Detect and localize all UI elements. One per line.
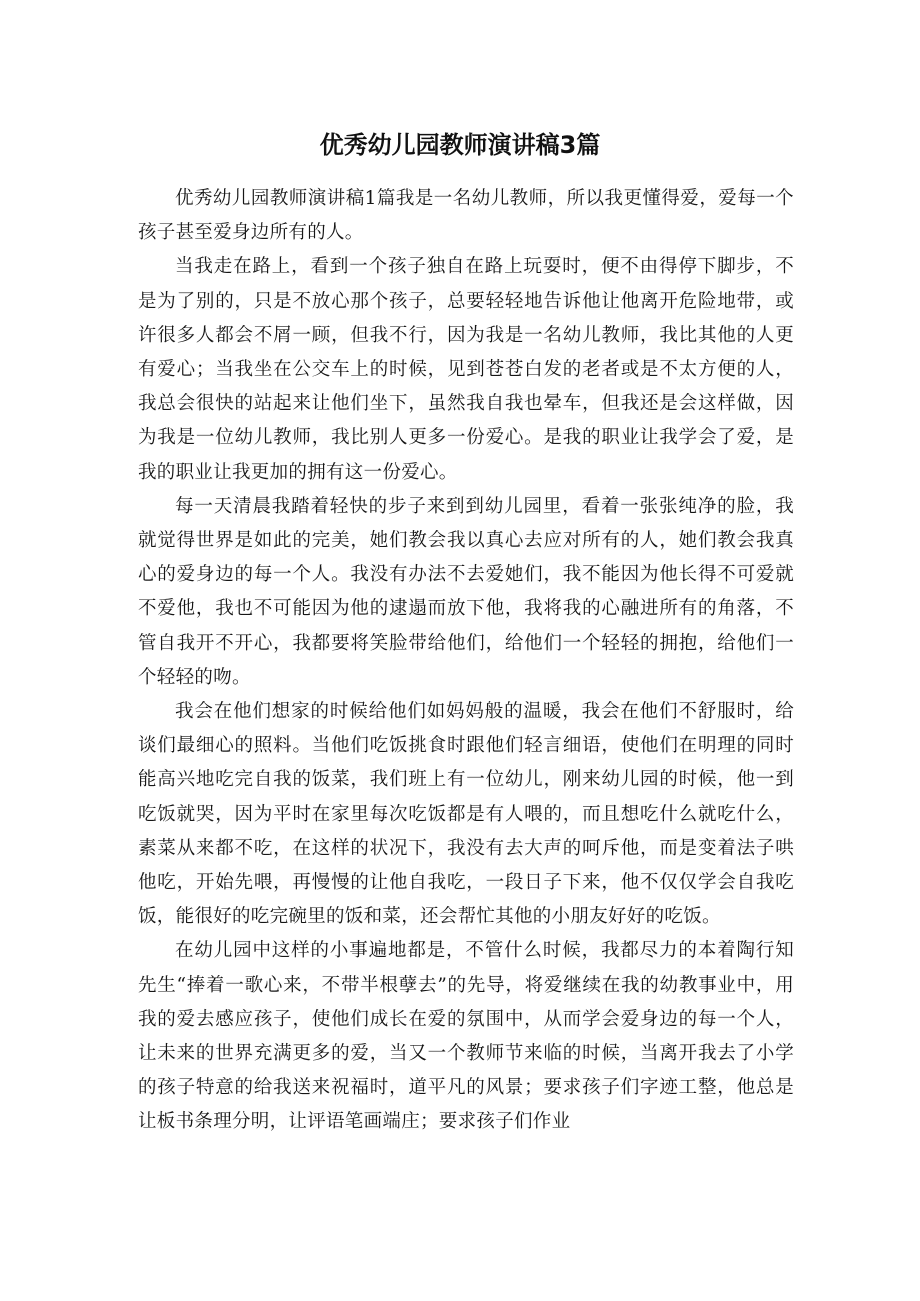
paragraph-4: 我会在他们想家的时候给他们如妈妈般的温暖，我会在他们不舒服时，给谈们最细心的照料。当他们吃饭挑食时跟他们轻言细语，使他们在明理的同时能高兴地吃完自我的饭菜，我们班上有一位幼儿，刚来幼儿园的时候，他一到吃饭就哭，因为平时在家里每次吃饭都是有人喂的，而且想吃什么就吃什么，素菜从来都不吃，在这样的状况下，我没有去大声的呵斥他，而是变着法子哄他吃，开始先喂，再慢慢的让他自我吃，一段日子下来，他不仅仅学会自我吃饭，能很好的吃完碗里的饭和菜，还会帮忙其他的小朋友好好的吃饭。 bbox=[138, 701, 794, 928]
paragraph-1: 优秀幼儿园教师演讲稿1篇我是一名幼儿教师，所以我更懂得爱，爱每一个孩子甚至爱身边所有的人。 bbox=[138, 188, 794, 244]
paragraph-3: 每一天清晨我踏着轻快的步子来到到幼儿园里，看着一张张纯净的脸，我就觉得世界是如此的完美，她们教会我以真心去应对所有的人，她们教会我真心的爱身边的每一个人。我没有办法不去爱她们，我不能因为他长得不可爱就不爱他，我也不可能因为他的逮遢而放下他，我将我的心融进所有的角落，不管自我开不开心，我都要将笑脸带给他们，给他们一个轻轻的拥抱，给他们一个轻轻的吻。 bbox=[138, 495, 794, 688]
page-title: 优秀幼儿园教师演讲稿3篇 bbox=[319, 131, 601, 160]
paragraph-5: 在幼儿园中这样的小事遍地都是，不管什么时候，我都尽力的本着陶行知先生“捧着一歌心来，不带半根孽去”的先导，将爱继续在我的幼教事业中，用我的爱去感应孩子，使他们成长在爱的氛围中，从而学会爱身边的每一个人，让未来的世界充满更多的爱，当又一个教师节来临的时候，当离开我去了小学的孩子特意的给我送来祝福时，道平凡的风景；要求孩子们字迹工整，他总是让板书条理分明，让评语笔画端庄；要求孩子们作业 bbox=[138, 940, 794, 1133]
document-body bbox=[138, 182, 794, 1140]
paragraph-2: 当我走在路上，看到一个孩子独自在路上玩耍时，便不由得停下脚步，不是为了别的，只是不放心那个孩子，总要轻轻地告诉他让他离开危险地带，或许很多人都会不屑一顾，但我不行，因为我是一名幼儿教师，我比其他的人更有爱心；当我坐在公交车上的时候，见到苍苍白发的老者或是不太方便的人，我总会很快的站起来让他们坐下，虽然我自我也晕车，但我还是会这样做，因为我是一位幼儿教师，我比别人更多一份爱心。是我的职业让我学会了爱，是我的职业让我更加的拥有这一份爱心。 bbox=[138, 256, 794, 483]
